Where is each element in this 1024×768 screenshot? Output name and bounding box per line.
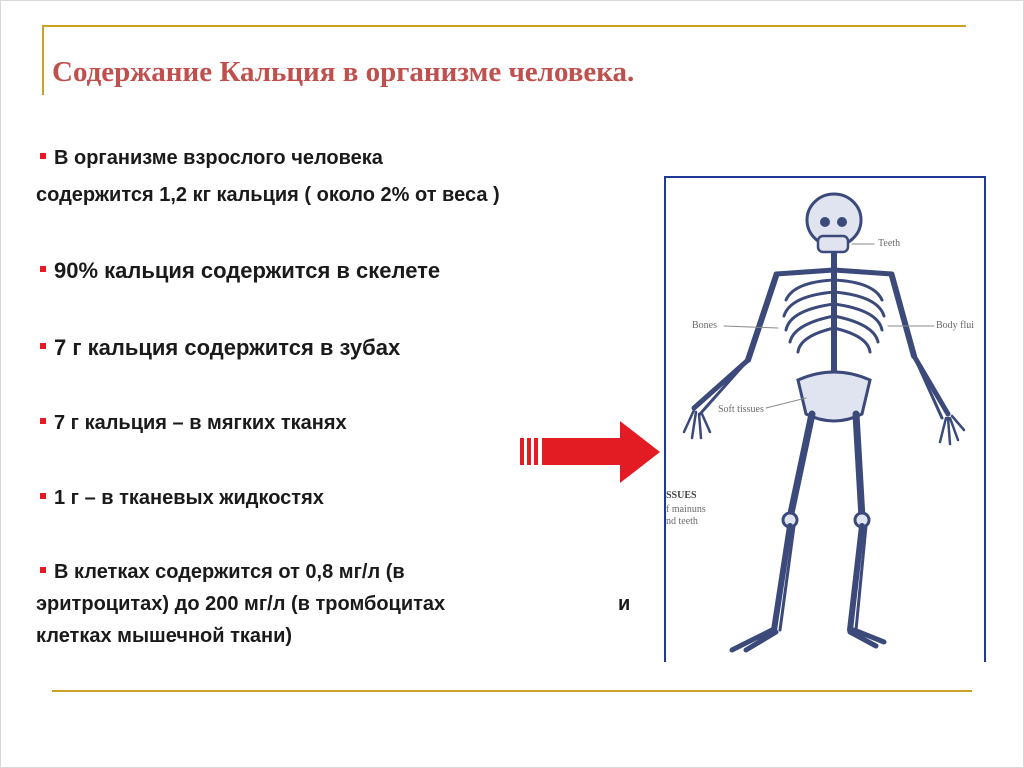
bullet-text-line2: содержится 1,2 кг кальция ( около 2% от веса )	[36, 184, 500, 206]
bullet-text-line2: эритроцитах) до 200 мг/л (в тромбоцитах	[36, 593, 446, 615]
bullet-marker	[40, 567, 46, 573]
top-rule	[42, 25, 966, 27]
label-mainly: f mainuns	[666, 504, 706, 515]
bullet-text: 90% кальция содержится в скелете	[54, 258, 441, 283]
right-arrow-icon	[520, 419, 662, 485]
bullet-marker	[40, 343, 46, 349]
bullet-text: 7 г кальция – в мягких тканях	[54, 412, 347, 434]
bullet-item-cells	[36, 556, 646, 652]
label-teeth: Teeth	[878, 238, 901, 249]
bullet-marker	[40, 418, 46, 424]
skeleton-illustration	[666, 178, 986, 662]
bullet-text-line2-end: и	[618, 593, 631, 615]
bullet-marker	[40, 266, 46, 272]
bullet-item-teeth	[36, 329, 646, 366]
skeleton-image	[664, 176, 986, 662]
bullet-marker	[40, 153, 46, 159]
bullet-item-skeleton	[36, 252, 646, 289]
bullet-text-line3: клетках мышечной ткани)	[36, 625, 293, 647]
slide-title: Содержание Кальция в организме человека.	[52, 56, 635, 88]
left-rule	[42, 25, 44, 95]
bullet-text: 7 г кальция содержится в зубах	[54, 335, 401, 360]
bullet-item-fluids	[36, 480, 646, 517]
bullet-text-line1: В клетках содержится от 0,8 мг/л (в	[54, 561, 405, 583]
bullet-item-total	[36, 140, 646, 214]
label-soft-tissues: Soft tissues	[718, 404, 764, 415]
label-bones: Bones	[692, 320, 717, 331]
bullet-text-line1: В организме взрослого человека	[54, 147, 383, 169]
label-tissues: SSUES	[666, 490, 697, 501]
bullet-text: 1 г – в тканевых жидкостях	[54, 487, 324, 509]
label-teeth-2: nd teeth	[666, 516, 698, 527]
label-body-fluids: Body flui	[936, 320, 975, 331]
bottom-rule	[52, 690, 972, 692]
bullet-marker	[40, 493, 46, 499]
